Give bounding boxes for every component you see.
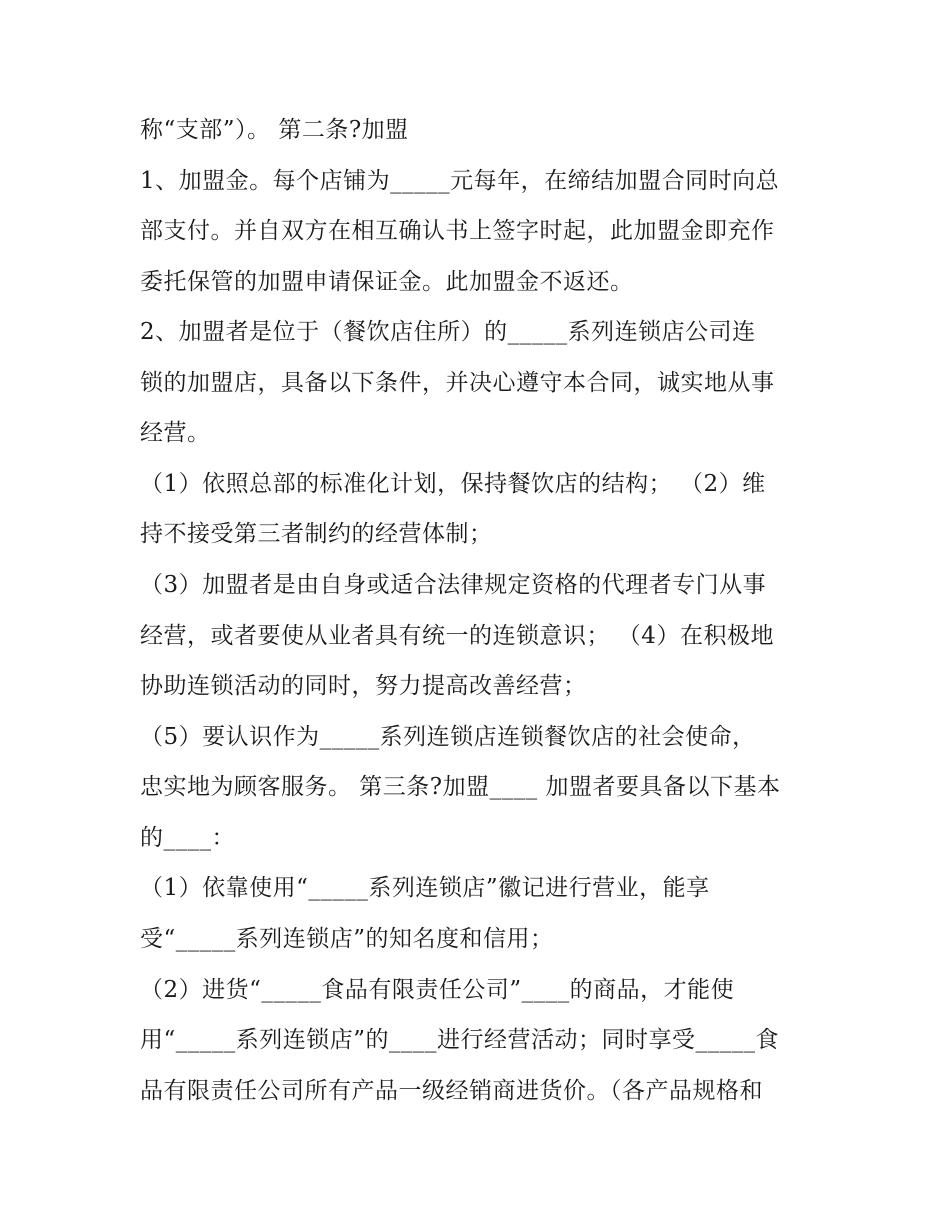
text-line: 忠实地为顾客服务。 第三条?加盟____ 加盟者要具备以下基本 xyxy=(140,774,781,800)
text-line: 持不接受第三者制约的经营体制； xyxy=(140,521,493,547)
text-line: 用“_____系列连锁店”的____进行经营活动；同时享受_____食 xyxy=(140,1027,780,1053)
text-line: 称“支部”）。 第二条?加盟 xyxy=(140,117,409,143)
text-line: 经营。 xyxy=(140,420,211,446)
text-line: 委托保管的加盟申请保证金。此加盟金不返还。 xyxy=(140,269,634,295)
text-line: 受“_____系列连锁店”的知名度和信用； xyxy=(140,926,554,952)
text-line: 锁的加盟店，具备以下条件，并决心遵守本合同，诚实地从事 xyxy=(140,370,775,396)
text-line: （1）依照总部的标准化计划，保持餐饮店的结构； （2）维 xyxy=(140,471,766,497)
text-line: 经营，或者要使从业者具有统一的连锁意识； （4）在积极地 xyxy=(140,623,774,649)
text-line: （5）要认识作为_____系列连锁店连锁餐饮店的社会使命， xyxy=(140,724,756,750)
text-line: 协助连锁活动的同时，努力提高改善经营； xyxy=(140,673,587,699)
text-line: 部支付。并自双方在相互确认书上签字时起，此加盟金即充作 xyxy=(140,218,775,244)
text-line: 品有限责任公司所有产品一级经销商进货价。（各产品规格和 xyxy=(140,1078,763,1104)
text-line: （1）依靠使用“_____系列连锁店”徽记进行营业，能享 xyxy=(140,875,710,901)
text-line: 1、加盟金。每个店铺为_____元每年，在缔结加盟合同时向总 xyxy=(140,168,780,194)
text-line: （3）加盟者是由自身或适合法律规定资格的代理者专门从事 xyxy=(140,572,767,598)
text-line: 2、加盟者是位于（餐饮店住所）的_____系列连锁店公司连 xyxy=(140,319,756,345)
text-line: 的____： xyxy=(140,825,235,851)
text-line: （2）进货“_____食品有限责任公司”____的商品，才能使 xyxy=(140,977,735,1003)
